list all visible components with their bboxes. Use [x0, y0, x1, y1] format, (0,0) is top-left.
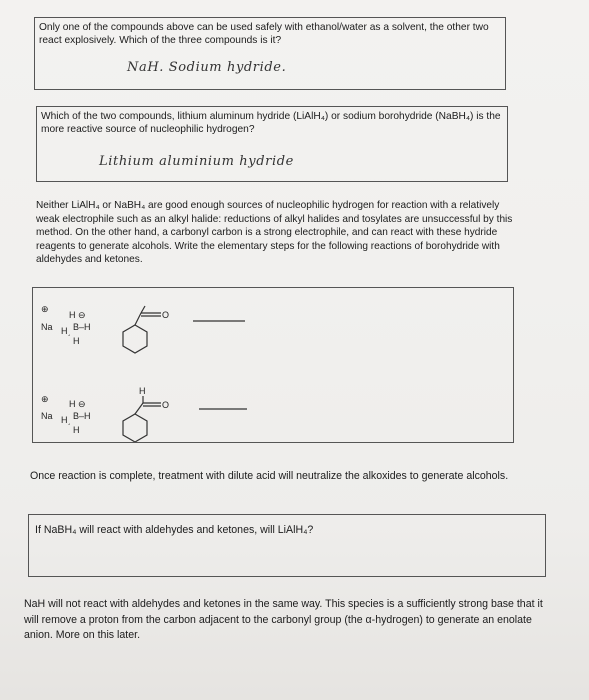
reagent1-h-top: H — [69, 310, 76, 320]
reagent2-h-bottom: H — [73, 425, 80, 435]
reagent1-bh: B–H — [73, 322, 91, 332]
question1-handwritten-answer: NaH. Sodium hydride. — [127, 60, 287, 75]
ketone-bond-2 — [141, 306, 145, 313]
reagent1-na: Na — [41, 322, 53, 332]
question3-box — [28, 514, 546, 577]
ketone-oxygen: O — [162, 310, 170, 320]
question3-prompt: If NaBH₄ will react with aldehydes and ketones, will LiAlH₄? — [35, 524, 314, 536]
reagent2-minus: ⊖ — [78, 399, 86, 409]
reactions-drawing — [33, 288, 513, 442]
reagent2-h-top: H — [69, 399, 76, 409]
reaction-2 — [41, 386, 247, 442]
final-paragraph: NaH will not react with aldehydes and ketones in the same way. This species is a sufficiently strong base that it will remove a proton from the carbon adjacent to the carbonyl group (the α-hydrogen) to generate an enolate anion. More on this later. — [24, 598, 543, 641]
cyclohexyl-ring — [123, 414, 147, 442]
question1-prompt: Only one of the compounds above can be used safely with ethanol/water as a solvent, the other two react explosively. Which of the three compounds is it? — [39, 22, 489, 46]
question2-box — [36, 106, 508, 182]
aldehyde-bond-1 — [135, 403, 143, 414]
reagent1-minus: ⊖ — [78, 310, 86, 320]
reaction-1 — [41, 304, 245, 353]
aldehyde-oxygen: O — [162, 400, 170, 410]
reagent1-hs: Hˏ — [61, 326, 71, 336]
reactions-box — [32, 287, 514, 443]
reagent1-plus: ⊕ — [41, 304, 49, 314]
question2-prompt: Which of the two compounds, lithium aluminum hydride (LiAlH₄) or sodium borohydride (NaBH₄) is the more reactive source of nucleophilic hydrogen? — [41, 111, 501, 135]
intro-paragraph: Neither LiAlH₄ or NaBH₄ are good enough sources of nucleophilic hydrogen for reaction with a relatively weak electrophile such as an alkyl halide: reductions of alkyl halides and tosylates are unsuccessful by this method. On the other hand, a carbonyl carbon is a strong electrophile, and can react with these hydride reagents to generate alcohols. Write the elementary steps for the following reactions of borohydride with aldehydes and ketones. — [36, 200, 513, 265]
reagent2-na: Na — [41, 411, 53, 421]
reagent1-h-bottom: H — [73, 336, 80, 346]
question1-box — [34, 17, 506, 90]
ketone-bond-1 — [135, 313, 141, 325]
reagent2-bh: B–H — [73, 411, 91, 421]
neutralize-paragraph: Once reaction is complete, treatment with dilute acid will neutralize the alkoxides to generate alcohols. — [30, 470, 509, 482]
reagent2-plus: ⊕ — [41, 394, 49, 404]
reagent2-hs: Hˏ — [61, 415, 71, 425]
question2-handwritten-answer: Lithium aluminium hydride — [99, 154, 294, 169]
cyclohexanone-ring — [123, 325, 147, 353]
aldehyde-hydrogen: H — [139, 386, 146, 396]
